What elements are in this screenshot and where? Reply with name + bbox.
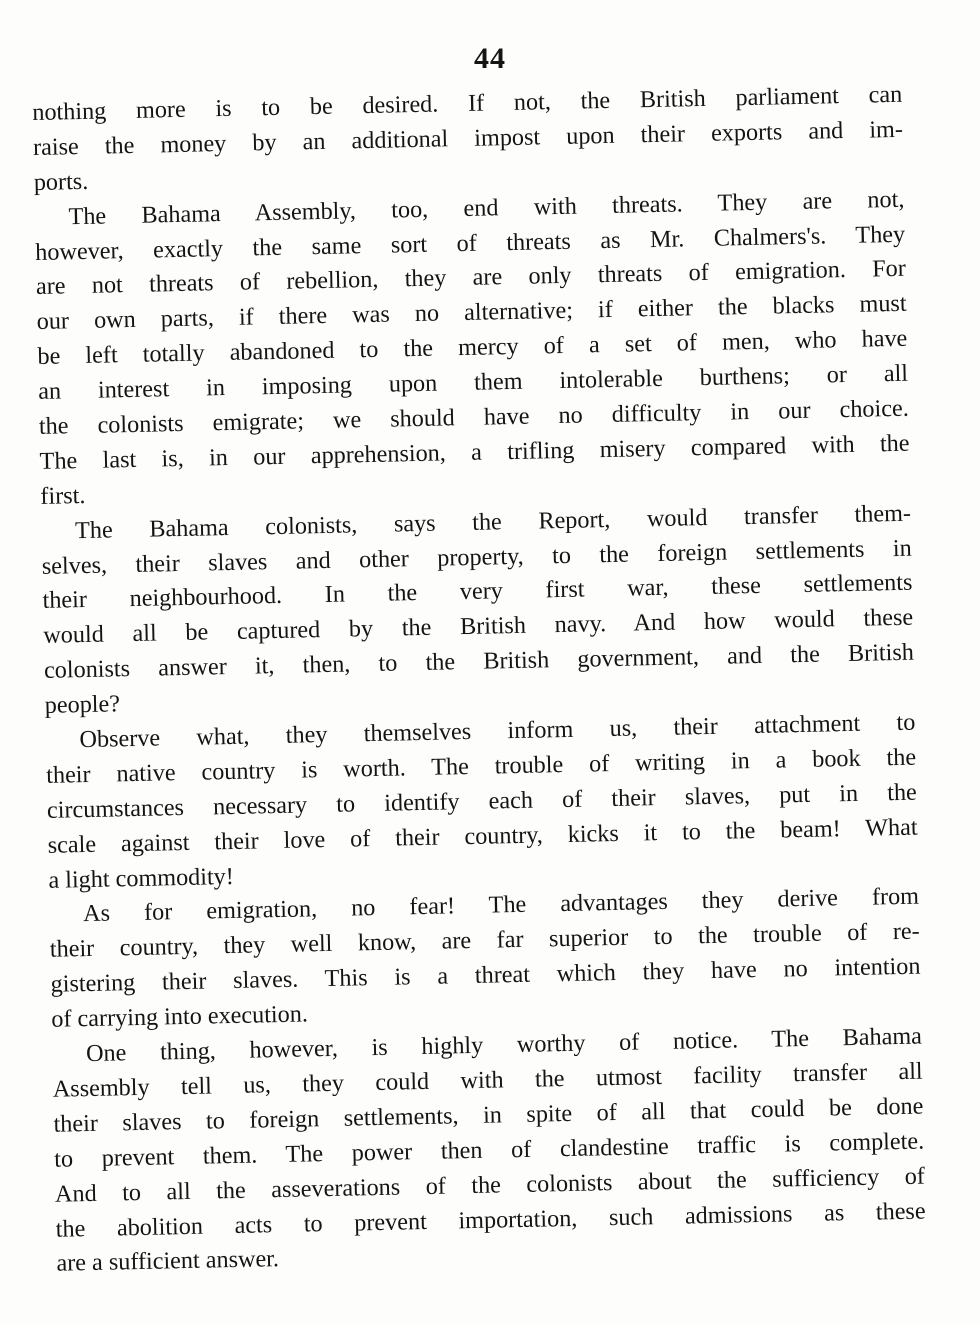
text-line: the colonists emigrate; we should have no difficulty in our choice. <box>38 394 910 440</box>
text-line: ports. <box>33 167 89 196</box>
text-line: their country, they well know, are far superior to the trouble of re- <box>49 917 920 964</box>
page-number: 44 <box>474 42 506 75</box>
text-line: their native country is worth. The trouble of writing in a book the <box>45 743 917 789</box>
text-line: our own parts, if there was no alternative; if either the blacks must <box>36 290 907 336</box>
text-line: colonists answer it, then, to the British government, and the British <box>43 638 915 685</box>
paragraph-first-line: The Bahama colonists, says the Report, would transfer them- <box>74 499 912 544</box>
paragraph-first-line: One thing, however, is highly worthy of notice. The Bahama <box>85 1022 923 1068</box>
text-line: of carrying into execution. <box>51 1000 309 1033</box>
paragraph-first-line: As for emigration, no fear! The advantages they derive from <box>82 883 920 928</box>
text-line: their neighbourhood. In the very first war, these settlements <box>42 569 913 615</box>
body-text <box>32 78 927 1282</box>
text-line: raise the money by an additional impost upon their exports and im- <box>32 115 904 161</box>
paragraph-first-line: The Bahama Assembly, too, end with threats. They are not, <box>68 185 905 230</box>
text-line: And to all the asseverations of the colonists about the sufficiency of <box>54 1162 926 1208</box>
text-line: would all be captured by the British navy. And how would these <box>43 604 914 650</box>
text-line: circumstances necessary to identify each of their slaves, put in the <box>46 778 918 824</box>
text-line: to prevent them. The power then of clandestine traffic is complete. <box>53 1127 925 1173</box>
text-line: selves, their slaves and other property, to the foreign settlements in <box>41 534 912 580</box>
text-line: people? <box>44 690 121 720</box>
paragraph-first-line: Observe what, they themselves inform us, their attachment to <box>79 708 916 754</box>
text-line: are not threats of rebellion, they are only threats of emigration. For <box>35 255 907 301</box>
text-line: first. <box>40 481 86 510</box>
text-line: the abolition acts to prevent importation, such admissions as these <box>55 1197 926 1243</box>
text-line: an interest in imposing upon them intolerable burthens; or all <box>37 359 909 406</box>
text-line: be left totally abandoned to the mercy of a set of men, who have <box>37 324 908 371</box>
text-line: scale against their love of their country, kicks it to the beam! What <box>47 813 918 859</box>
text-line: however, exactly the same sort of threats as Mr. Chalmers's. They <box>34 220 906 266</box>
text-line: are a sufficient answer. <box>56 1245 280 1278</box>
text-line: gistering their slaves. This is a threat which they have no intention <box>50 952 921 999</box>
text-line: their slaves to foreign settlements, in spite of all that could be done <box>53 1092 924 1138</box>
text-line: a light commodity! <box>48 862 235 894</box>
text-line: The last is, in our apprehension, a trifling misery compared with the <box>39 429 910 475</box>
text-line: nothing more is to be desired. If not, the British parliament can <box>32 80 903 126</box>
text-line: Assembly tell us, they could with the utmost facility transfer all <box>52 1057 923 1103</box>
